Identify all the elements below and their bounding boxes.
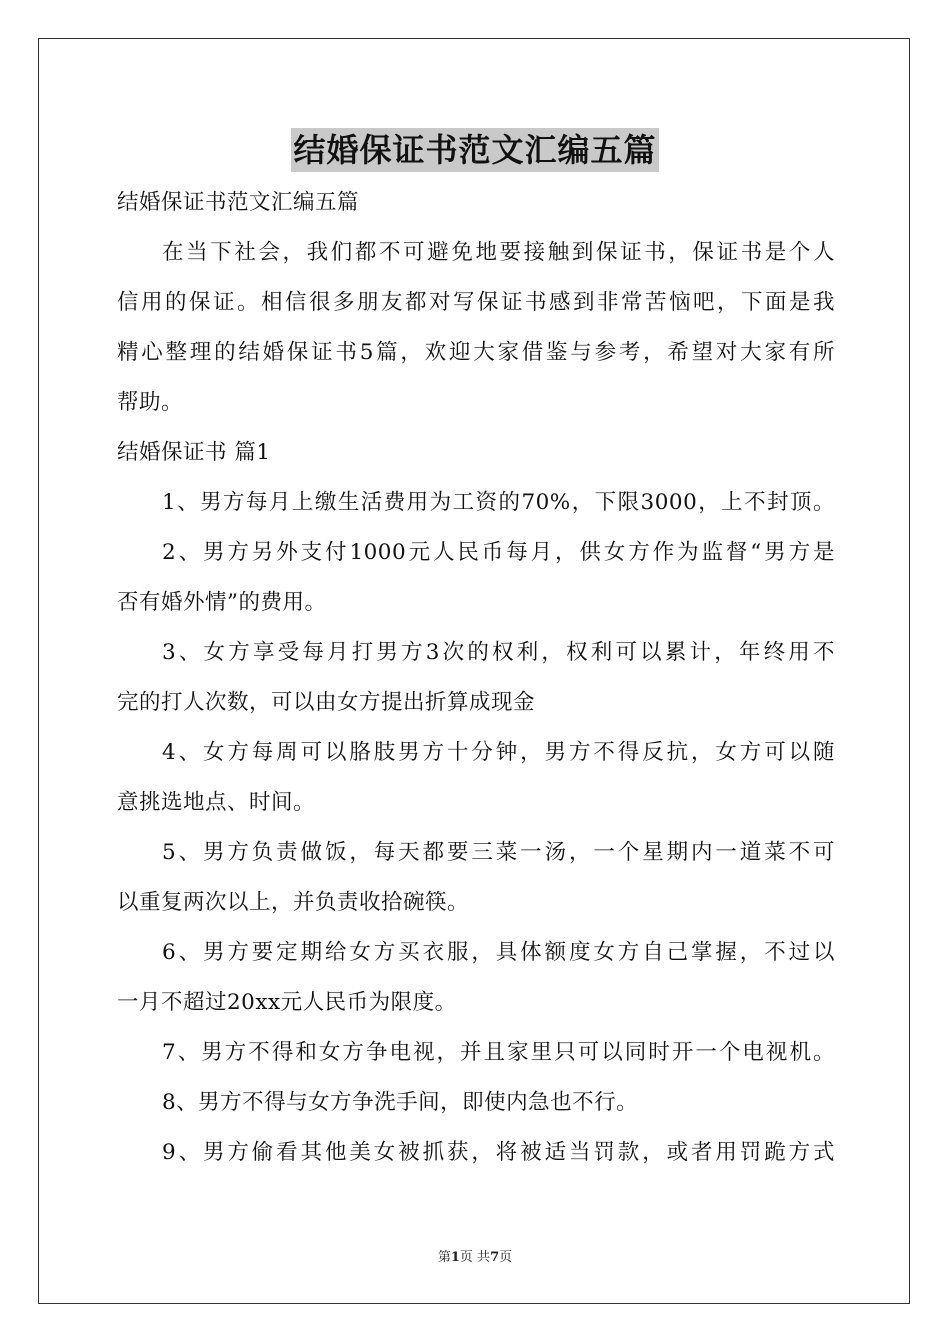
footer-total-pages: 7 [490,1250,500,1265]
body-line: 精心整理的结婚保证书5篇，欢迎大家借鉴与参考，希望对大家有所 [117,340,835,365]
body-line: 1、男方每月上缴生活费用为工资的70%，下限3000，上不封顶。 [162,490,835,515]
body-line: 4、女方每周可以胳肢男方十分钟，男方不得反抗，女方可以随 [162,740,835,765]
body-line: 结婚保证书范文汇编五篇 [117,190,360,215]
footer-prefix: 第 [437,1250,451,1265]
body-line: 以重复两次以上，并负责收拾碗筷。 [117,890,470,915]
body-line: 5、男方负责做饭，每天都要三菜一汤，一个星期内一道菜不可 [162,840,835,865]
body-line: 在当下社会，我们都不可避免地要接触到保证书，保证书是个人 [162,240,835,265]
body-line: 6、男方要定期给女方买衣服，具体额度女方自己掌握，不过以 [162,940,835,965]
body-line: 否有婚外情”的费用。 [117,590,327,615]
body-line: 完的打人次数，可以由女方提出折算成现金 [117,690,536,715]
body-line: 信用的保证。相信很多朋友都对写保证书感到非常苦恼吧，下面是我 [117,290,835,315]
body-line: 意挑选地点、时间。 [117,790,316,815]
page-footer [0,1246,950,1265]
body-line: 7、男方不得和女方争电视，并且家里只可以同时开一个电视机。 [162,1040,835,1065]
body-line: 结婚保证书 篇1 [117,440,271,465]
document-body [117,178,835,1178]
document-title [0,128,950,172]
footer-mid: 页 共 [459,1250,491,1265]
body-line: 3、女方享受每月打男方3次的权利，权利可以累计，年终用不 [162,640,835,665]
footer-current-page: 1 [450,1250,460,1265]
body-line: 一月不超过20xx元人民币为限度。 [117,990,457,1015]
document-title-text: 结婚保证书范文汇编五篇 [291,128,658,172]
body-line: 2、男方另外支付1000元人民币每月，供女方作为监督“男方是 [162,540,835,565]
body-line: 帮助。 [117,390,184,415]
footer-suffix: 页 [499,1250,513,1265]
body-line: 8、男方不得与女方争洗手间，即使内急也不行。 [162,1090,639,1115]
body-line: 9、男方偷看其他美女被抓获，将被适当罚款，或者用罚跪方式 [162,1140,835,1165]
